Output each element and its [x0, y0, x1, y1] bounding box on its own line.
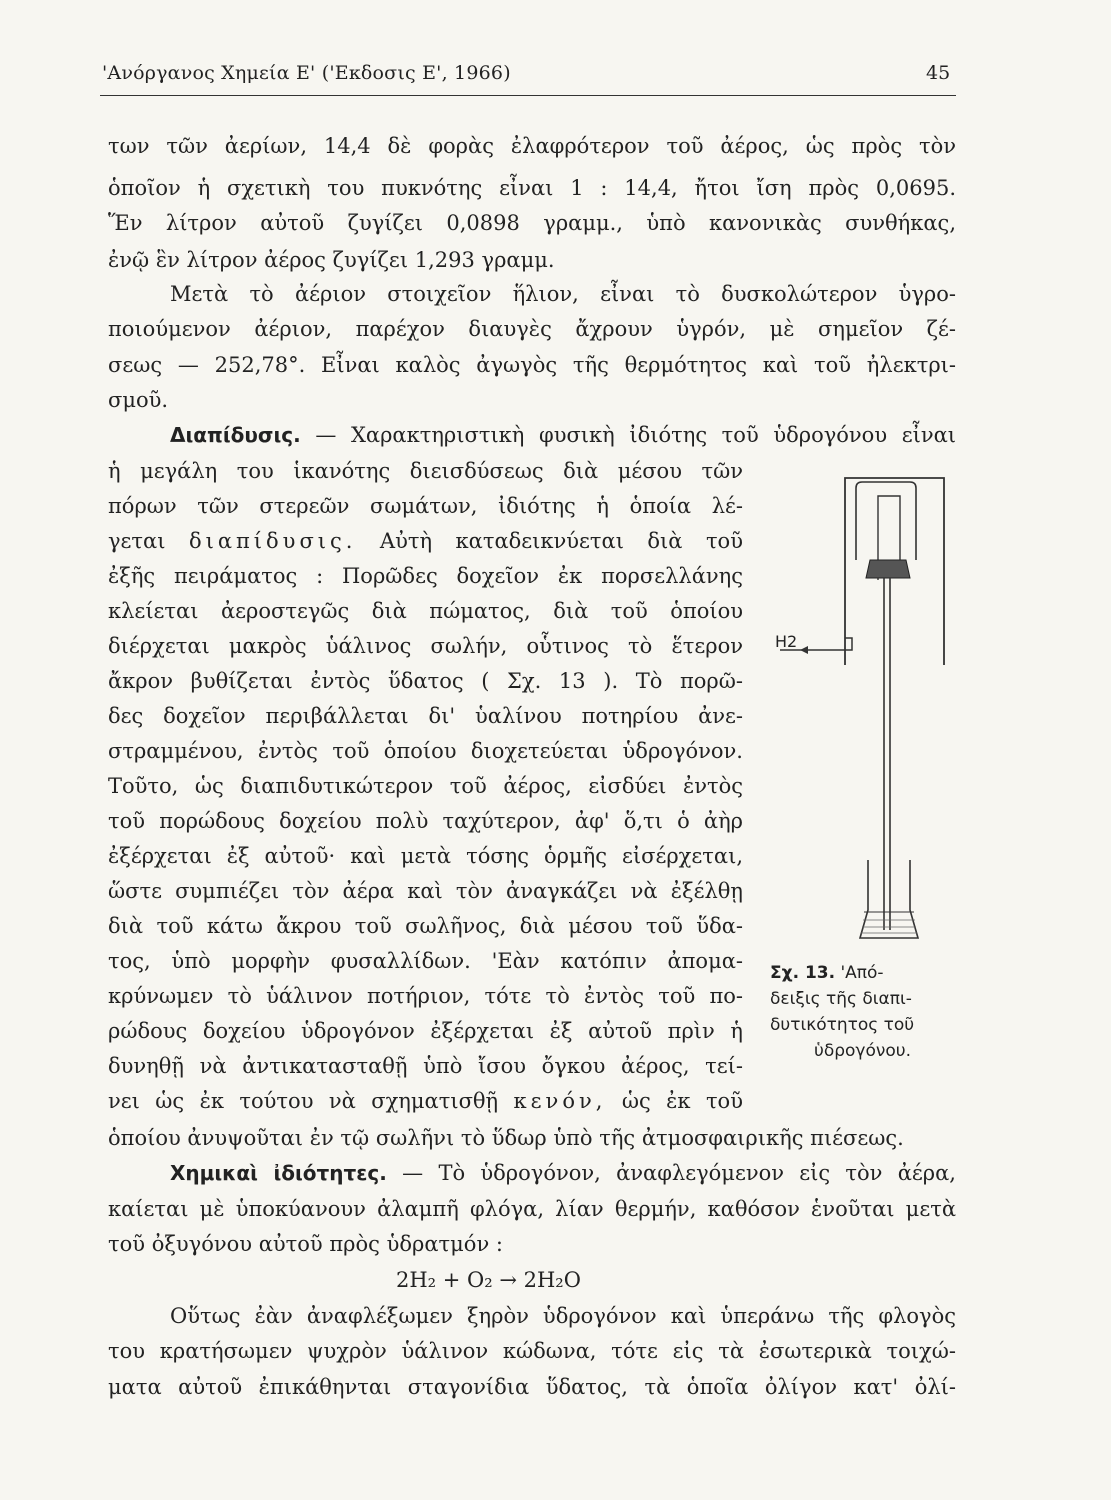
section-line-chemical	[170, 1159, 956, 1187]
figure-caption: Σχ. 13. 'Από-	[770, 963, 884, 983]
text-line: του κρατήσωμεν ψυχρὸν ὑάλινον κώδωνα, τότε εἰς τὰ ἐσωτερικὰ τοιχώ-	[108, 1339, 956, 1363]
porous-vessel	[856, 482, 916, 560]
text-line: καίεται μὲ ὑποκύανουν ἀλαμπῆ φλόγα, λίαν θερμήν, καθόσον ἑνοῦται μετὰ	[108, 1197, 956, 1221]
text-line: σεως — 252,78°. Εἶναι καλὸς ἀγωγὸς τῆς θερμότητος καὶ τοῦ ἠλεκτρι-	[108, 353, 956, 377]
heading-diapidysis: Διαπίδυσις.	[170, 423, 301, 447]
heading-rest: — Τὸ ὑδρογόνον, ἀναφλεγόμενον εἰς τὸν ἀέρα,	[402, 1161, 956, 1185]
figure-caption-line: ὑδρογόνου.	[814, 1041, 912, 1061]
text-line: Μετὰ τὸ ἀέριον στοιχεῖον ἥλιον, εἶναι τὸ δυσκολώτερον ὑγρο-	[170, 282, 956, 306]
text-line: ματα αὐτοῦ ἐπικάθηνται σταγονίδια ὕδατος, τὰ ὁποῖα ὀλίγον κατ' ὀλί-	[108, 1375, 956, 1399]
text-line: διὰ τοῦ κάτω ἄκρου τοῦ σωλῆνος, διὰ μέσου τοῦ ὕδα-	[108, 914, 743, 938]
text-line: ἐνῷ ἓν λίτρον ἀέρος ζυγίζει 1,293 γραμμ.	[108, 248, 555, 272]
text-line: ὁποῖον ἡ σχετικὴ του πυκνότης εἶναι 1 : 14,4, ἤτοι ἴση πρὸς 0,0695.	[108, 176, 956, 200]
text-line: σμοῦ.	[108, 388, 169, 412]
text-line: Ἕν λίτρον αὐτοῦ ζυγίζει 0,0898 γραμμ., ὑπὸ κανονικὰς συνθήκας,	[108, 211, 956, 235]
stopper	[866, 560, 910, 578]
text-line-term: γεται διαπίδυσις. Αὐτὴ καταδεικνύεται διὰ τοῦ	[108, 529, 743, 553]
text-line: πόρων τῶν στερεῶν σωμάτων, ἰδιότης ἡ ὁποία λέ-	[108, 494, 743, 518]
text-line: ποιούμενον ἀέριον, παρέχον διαυγὲς ἄχρουν ὑγρόν, μὲ σημεῖον ζέ-	[108, 317, 956, 341]
text-line: κλείεται ἀεροστεγῶς διὰ πώματος, διὰ τοῦ ὁποίου	[108, 599, 743, 623]
arrow-right-icon	[800, 646, 808, 654]
text-line: ἐξέρχεται ἐξ αὐτοῦ· καὶ μετὰ τόσης ὁρμῆς εἰσέρχεται,	[108, 844, 743, 868]
text-line: τοῦ ὀξυγόνου αὐτοῦ πρὸς ὑδρατμόν :	[108, 1232, 503, 1256]
running-header-title: 'Ανόργανος Χημεία Ε' ('Εκδοσις Ε', 1966)	[102, 62, 511, 84]
spaced-term: κενόν,	[513, 1089, 607, 1113]
spaced-term: διαπίδυσις.	[188, 529, 357, 553]
text-line: ἄκρον βυθίζεται ἐντὸς ὕδατος ( Σχ. 13 ). Τὸ πορῶ-	[108, 669, 743, 693]
text-line: κρύνωμεν τὸ ὑάλινον ποτήριον, τότε τὸ ἐντὸς τοῦ πο-	[108, 984, 743, 1008]
text-line: Τοῦτο, ὡς διαπιδυτικώτερον τοῦ ἀέρος, εἰσδύει ἐντὸς	[108, 774, 743, 798]
text-line: ρώδους δοχείου ὑδρογόνον ἐξέρχεται ἐξ αὐτοῦ πρὶν ἡ	[108, 1019, 743, 1043]
header-rule	[100, 95, 956, 96]
page-number: 45	[926, 62, 951, 84]
text-line: ὁποίου ἀνυψοῦται ἐν τῷ σωλῆνι τὸ ὕδωρ ὑπὸ τῆς ἀτμοσφαιρικῆς πιέσεως.	[108, 1126, 904, 1150]
text-line: τοῦ πορώδους δοχείου πολὺ ταχύτερον, ἀφ' ὅ,τι ὁ ἀὴρ	[108, 809, 743, 833]
chemical-equation: 2H₂ + O₂ → 2H₂O	[396, 1268, 581, 1292]
text-line: ἡ μεγάλη του ἱκανότης διεισδύσεως διὰ μέσου τῶν	[108, 459, 743, 483]
text-line: διέρχεται μακρὸς ὑάλινος σωλήν, οὗτινος τὸ ἕτερον	[108, 634, 743, 658]
heading-chemical-properties: Χημικαὶ ἰδιότητες.	[170, 1161, 387, 1185]
figure-caption-line: δειξις τῆς διαπι-	[770, 989, 912, 1009]
text-line: ἐξῆς πειράματος : Πορῶδες δοχεῖον ἐκ πορσελλάνης	[108, 564, 743, 588]
water-beaker	[860, 860, 918, 938]
text-line: τος, ὑπὸ μορφὴν φυσαλλίδων. 'Εὰν κατόπιν ἀπομα-	[108, 949, 743, 973]
section-line-diapidysis	[170, 421, 956, 449]
text-line: στραμμένου, ἐντὸς τοῦ ὁποίου διοχετεύεται ὑδρογόνον.	[108, 739, 743, 763]
text-line: δυνηθῇ νὰ ἀντικατασταθῇ ὑπὸ ἴσου ὄγκου ἀέρος, τεί-	[108, 1054, 743, 1078]
diffusion-apparatus-figure	[760, 460, 960, 955]
hydrogen-label: H2	[775, 632, 798, 651]
figure-number: Σχ. 13.	[770, 963, 836, 983]
heading-rest: — Χαρακτηριστικὴ φυσικὴ ἰδιότης τοῦ ὑδρογόνου εἶναι	[315, 423, 956, 447]
text-line: δες δοχεῖον περιβάλλεται δι' ὑαλίνου ποτηρίου ἀνε-	[108, 704, 743, 728]
text-line: ὥστε συμπιέζει τὸν ἀέρα καὶ τὸν ἀναγκάζει νὰ ἐξέλθῃ	[108, 879, 743, 903]
text-line-kenon: νει ὡς ἐκ τούτου νὰ σχηματισθῇ κενόν, ὡς ἐκ τοῦ	[108, 1089, 743, 1113]
text-line: Οὕτως ἐὰν ἀναφλέξωμεν ξηρὸν ὑδρογόνον καὶ ὑπεράνω τῆς φλογὸς	[170, 1304, 956, 1328]
text-line: των τῶν ἀερίων, 14,4 δὲ φορὰς ἐλαφρότερον τοῦ ἀέρος, ὡς πρὸς τὸν	[108, 134, 956, 158]
figure-caption-line: δυτικότητος τοῦ	[770, 1015, 915, 1035]
